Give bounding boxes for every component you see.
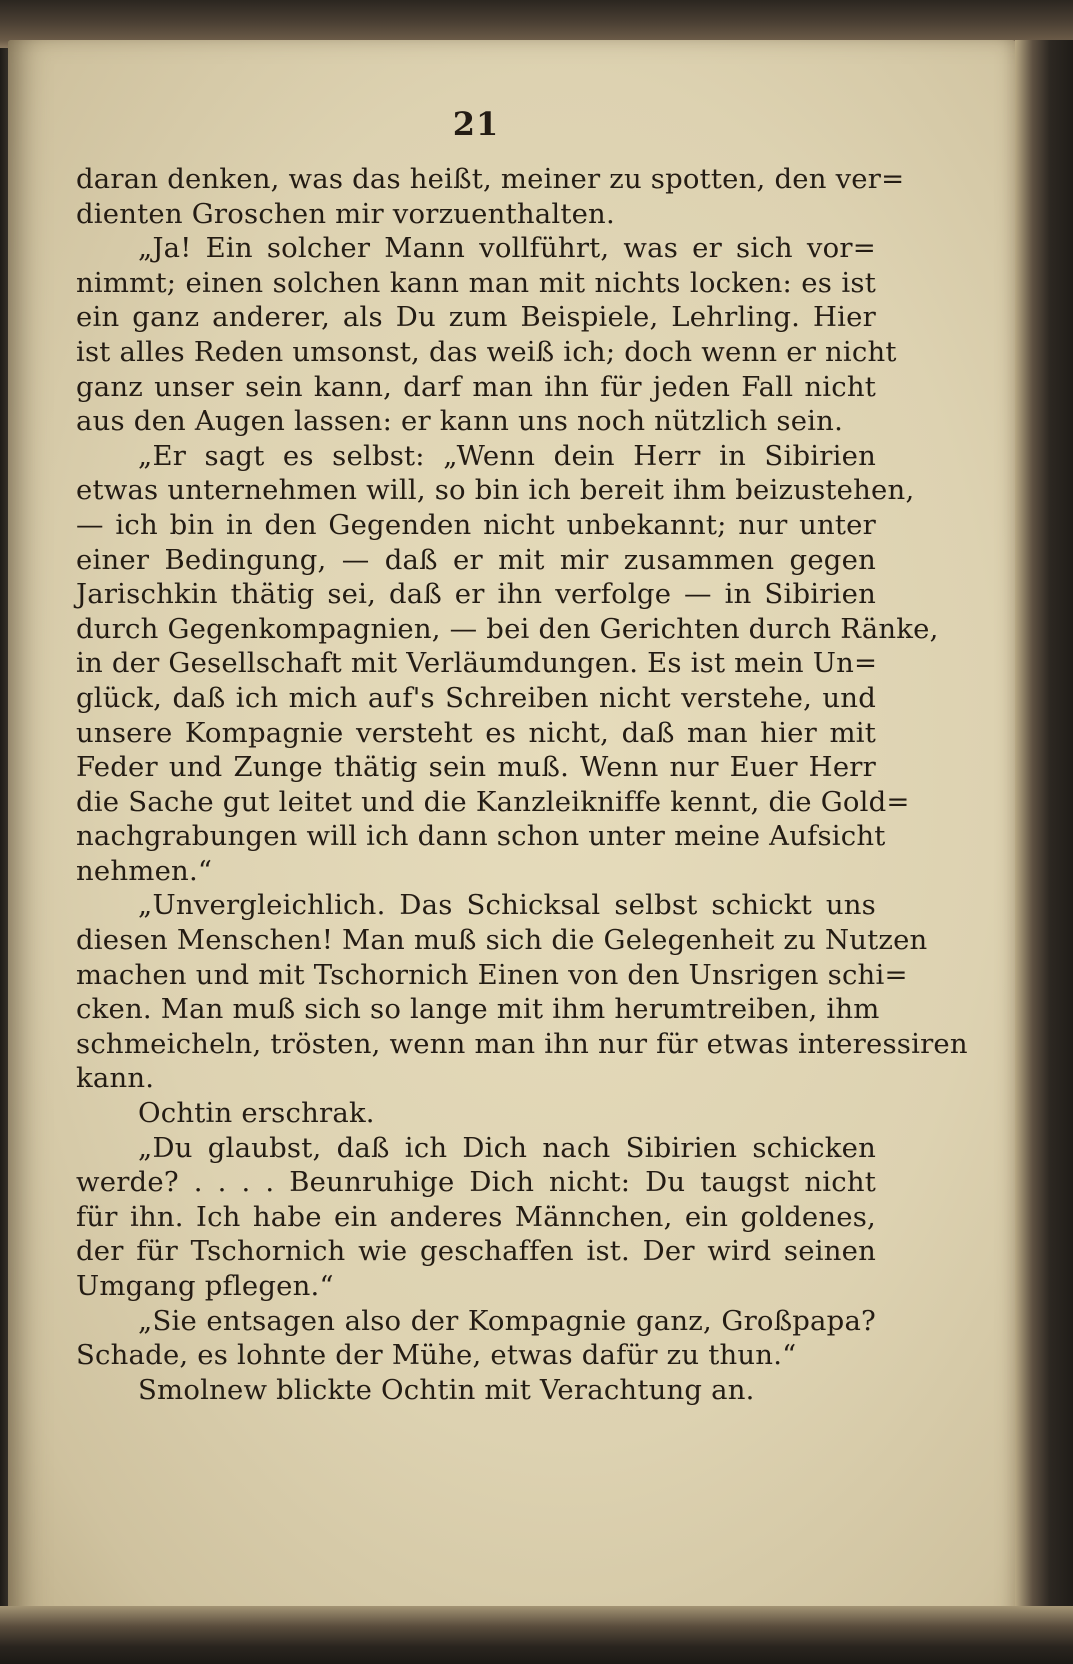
text-line: — ich bin in den Gegenden nicht unbekannt; nur unter bbox=[76, 508, 876, 541]
text-line: Umgang pflegen.“ bbox=[76, 1270, 334, 1302]
page-right-edge bbox=[1015, 40, 1073, 1640]
text-line: Ochtin erschrak. bbox=[138, 1097, 375, 1130]
text-line: „Sie entsagen also der Kompagnie ganz, Großpapa? bbox=[138, 1304, 876, 1337]
page-bottom-edge bbox=[0, 1606, 1073, 1664]
text-line: kann. bbox=[76, 1062, 155, 1095]
text-line: ganz unser sein kann, darf man ihn für jeden Fall nicht bbox=[76, 370, 876, 403]
text-line: die Sache gut leitet und die Kanzleikniffe kennt, die Gold= bbox=[76, 785, 910, 818]
text-line: dienten Groschen mir vorzuenthalten. bbox=[76, 197, 615, 230]
text-line: nimmt; einen solchen kann man mit nichts locken: es ist bbox=[76, 266, 876, 299]
text-line: durch Gegenkompagnien, — bei den Gerichten durch Ränke, bbox=[76, 612, 939, 645]
text-line: schmeicheln, trösten, wenn man ihn nur für etwas interessiren bbox=[76, 1027, 968, 1060]
text-line: der für Tschornich wie geschaffen ist. Der wird seinen bbox=[76, 1235, 876, 1268]
text-line: cken. Man muß sich so lange mit ihm herumtreiben, ihm bbox=[76, 993, 880, 1026]
text-line: Jarischkin thätig sei, daß er ihn verfolge — in Sibirien bbox=[76, 578, 876, 611]
text-line: „Ja! Ein solcher Mann vollführt, was er sich vor= bbox=[138, 232, 876, 265]
text-block bbox=[76, 96, 968, 1407]
text-line: Smolnew blickte Ochtin mit Verachtung an. bbox=[138, 1373, 755, 1406]
text-line: nachgrabungen will ich dann schon unter meine Aufsicht bbox=[76, 820, 886, 853]
text-line: etwas unternehmen will, so bin ich bereit ihm beizustehen, bbox=[76, 474, 915, 507]
text-line: „Er sagt es selbst: „Wenn dein Herr in Sibirien bbox=[138, 439, 876, 472]
text-line: für ihn. Ich habe ein anderes Männchen, ein goldenes, bbox=[76, 1200, 876, 1233]
text-line: in der Gesellschaft mit Verläumdungen. Es ist mein Un= bbox=[76, 647, 878, 680]
text-line: „Unvergleichlich. Das Schicksal selbst schickt uns bbox=[138, 889, 876, 922]
text-lines bbox=[76, 162, 968, 1407]
text-line: ist alles Reden umsonst, das weiß ich; doch wenn er nicht bbox=[76, 335, 897, 368]
text-line: diesen Menschen! Man muß sich die Gelegenheit zu Nutzen bbox=[76, 924, 928, 957]
text-line: Feder und Zunge thätig sein muß. Wenn nur Euer Herr bbox=[76, 751, 876, 784]
page-number: 21 bbox=[452, 105, 500, 143]
text-line: einer Bedingung, — daß er mit mir zusammen gegen bbox=[76, 543, 876, 576]
text-line: werde? . . . . Beunruhige Dich nicht: Du taugst nicht bbox=[76, 1166, 876, 1199]
text-line: unsere Kompagnie versteht es nicht, daß man hier mit bbox=[76, 716, 876, 749]
text-line: glück, daß ich mich auf's Schreiben nicht verstehe, und bbox=[76, 681, 876, 714]
text-line: daran denken, was das heißt, meiner zu spotten, den ver= bbox=[76, 163, 905, 195]
text-line: „Du glaubst, daß ich Dich nach Sibirien schicken bbox=[138, 1131, 876, 1164]
text-line: nehmen.“ bbox=[76, 854, 213, 887]
text-line: aus den Augen lassen: er kann uns noch nützlich sein. bbox=[76, 405, 844, 438]
text-line: Schade, es lohnte der Mühe, etwas dafür zu thun.“ bbox=[76, 1339, 797, 1372]
text-line: ein ganz anderer, als Du zum Beispiele, Lehrling. Hier bbox=[76, 301, 876, 334]
text-line: machen und mit Tschornich Einen von den Unsrigen schi= bbox=[76, 958, 908, 991]
